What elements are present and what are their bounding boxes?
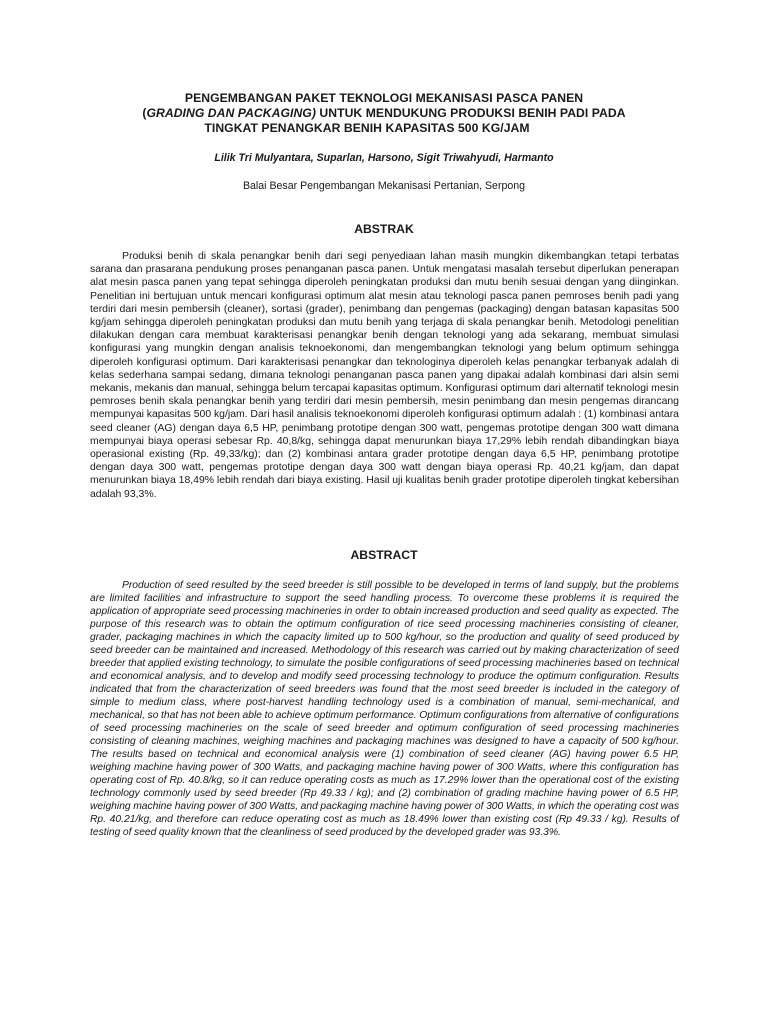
abstract-paragraph: Production of seed resulted by the seed breeder is still possible to be developed in terms of land supply, but the problems are limited facilities and infrastructure to support the seed handling process. To overcome these problems it is required the application of appropriate seed processing machineries in order to obtain increased production and seed quality as expected. The purpose of this research was to obtain the optimum configuration of rice seed processing machineries consisting of cleaner, grader, packaging machines in which the capacity limited up to 500 kg/hour, so the production and quality of seed produced by seed breeder can be maintained and increased. Methodology of this research was carried out by making characterization of seed breeder that applied existing technology, to simulate the posible configurations of seed processing machineries based on technical and economical analysis, and to develop and modify seed processing technology to produce the optimum configuration. Results indicated that from the characterization of seed breeders was found that the most seed breeder is included in the category of simple to medium class, where post-harvest handling technology used is a combination of manual, semi-mechanical, and mechanical, so that has not been able to achieve optimum performance. Optimum configurations from alternative of configurations of seed processing machineries on the scale of seed breeder and optimum configuration of seed processing machineries consisting of cleaning machines, weighing machines and packaging machines was designed to have a capacity of 500 kg/hour. The results based on technical and economical analysis were (1) combination of seed cleaner (AG) having power 6.5 HP, weighing machine having power of 300 Watts, and packaging machine having power of 300 Watts, where this configuration has operating cost of Rp. 40.8/kg, so it can reduce operating costs as much as 17.29% lower than the operational cost of the existing technology commonly used by seed breeder (Rp 49.33 / kg); and (2) combination of grading machine having power of 6.5 HP, weighing machine having power of 300 Watts, and packaging machine having power of 300 Watts, in which the operating cost was Rp. 40.21/kg, and therefore can reduce operating cost as much as 18.49% lower than existing cost (Rp 49.33 / kg). Results of testing of seed quality known that the cleanliness of seed produced by the developed grader was 93.3%.	[90, 580, 679, 838]
title-line-2-italic: GRADING DAN PACKAGING)	[146, 106, 316, 120]
title-line-2-rest: UNTUK MENDUKUNG PRODUKSI BENIH PADI PADA	[315, 106, 626, 120]
title-line-2	[0, 106, 768, 121]
abstrak-paragraph: Produksi benih di skala penangkar benih dari segi penyediaan lahan masih mungkin dikembangkan tetapi terbatas sarana dan prasarana pendukung proses penanganan pasca panen. Untuk mengatasi masalah tersebut diperlukan penerapan alat mesin pasca panen yang tepat sehingga diperoleh peningkatan produksi dan mutu benih sesuai dengan yang diinginkan. Penelitian ini bertujuan untuk mencari konfigurasi optimum alat mesin atau teknologi pasca panen pemroses benih padi yang terdiri dari mesin pembersih (cleaner), sortasi (grader), penimbang dan pengemas (packaging) dengan batasan kapasitas 500 kg/jam sehingga diperoleh peningkatan produksi dan mutu benih yang terjaga di skala penangkar benih. Metodologi penelitian dilakukan dengan cara membuat karakterisasi penangkar benih dengan teknologi yang ada sekarang, membuat simulasi konfigurasi yang mungkin dengan analisis teknoekonomi, dan mengembangkan teknologi yang belum optimum sehingga diperoleh konfigurasi optimum. Dari karakterisasi penangkar dan teknologinya diperoleh kelas penangkar terbanyak adalah di kelas sederhana sampai sedang, dimana teknologi penanganan pasca panen yang dipakai adalah kombinasi dari alsin semi mekanis, mekanis dan manual, sehingga belum tercapai kapasitas optimum. Konfigurasi optimum dari alternatif teknologi mesin pemroses benih skala penangkar benih yang terdiri dari mesin pembersih, mesin penimbang dan mesin pengemas dirancang mempunyai kapasitas 500 kg/jam. Dari hasil analisis teknoekonomi diperoleh konfigurasi optimum adalah : (1) kombinasi antara seed cleaner (AG) dengan daya 6,5 HP, penimbang prototipe dengan 300 watt, pengemas prototipe dengan 300 watt dimana mempunyai biaya operasi sebesar Rp. 40,8/kg, sehingga dapat menurunkan biaya 17,29% lebih rendah dibandingkan biaya operasional existing (Rp. 49,33/kg); dan (2) kombinasi antara grader prototipe dengan daya 6,5 HP, penimbang prototipe dengan daya 300 watt, pengemas prototipe dengan daya 300 watt dengan biaya operasi Rp. 40,21 kg/jam, dan dapat menurunkan biaya 18,49% lebih rendah dari biaya existing. Hasil uji kualitas benih grader prototipe diperoleh tingkat kebersihan adalah 93,3%.	[90, 251, 679, 500]
paper-title	[0, 91, 768, 136]
affiliation: Balai Besar Pengembangan Mekanisasi Pertanian, Serpong	[242, 180, 526, 192]
abstrak-heading: ABSTRAK	[354, 222, 414, 236]
author-list: Lilik Tri Mulyantara, Suparlan, Harsono, Sigit Triwahyudi, Harmanto	[214, 152, 554, 164]
title-line-3: TINGKAT PENANGKAR BENIH KAPASITAS 500 KG/JAM	[204, 121, 530, 135]
title-line-1: PENGEMBANGAN PAKET TEKNOLOGI MEKANISASI PASCA PANEN	[184, 91, 584, 105]
title-line-2-open: (	[142, 106, 147, 120]
abstract-heading: ABSTRACT	[350, 548, 418, 562]
